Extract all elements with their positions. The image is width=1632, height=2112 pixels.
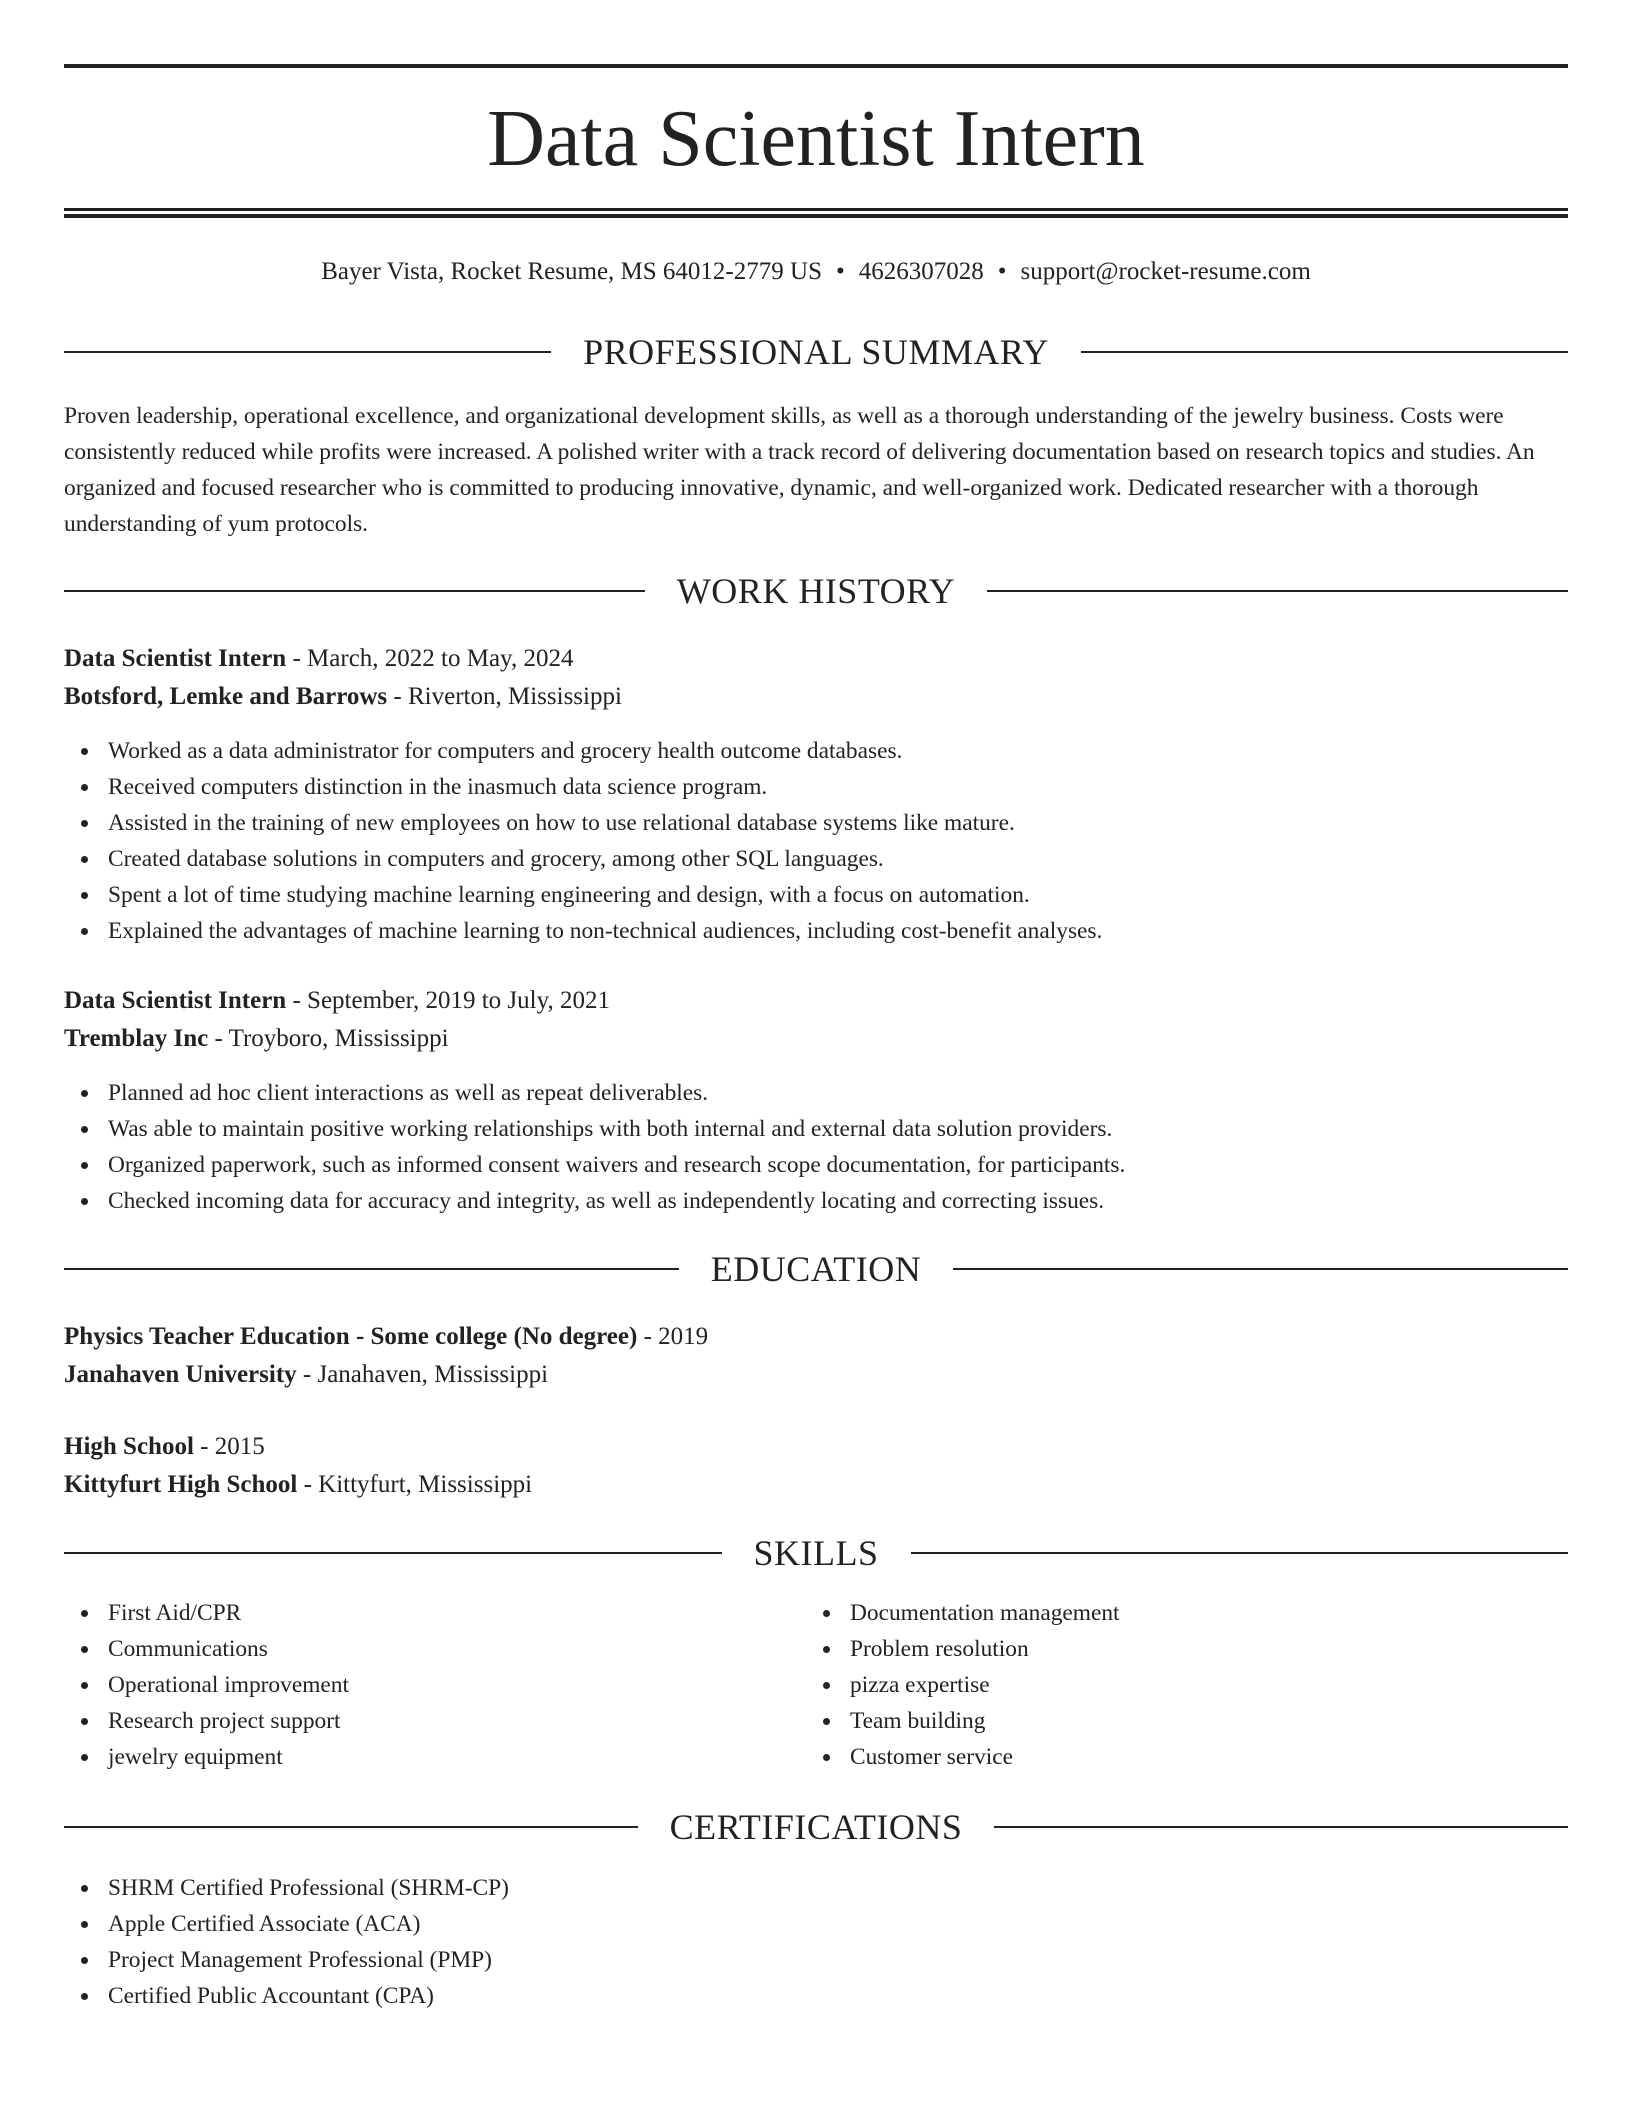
education-entry — [64, 1318, 1568, 1394]
section-title-skills: SKILLS — [753, 1533, 879, 1573]
list-item: jewelry equipment — [64, 1739, 349, 1775]
heading-rule — [64, 1268, 679, 1270]
education-location: - Janahaven, Mississippi — [296, 1361, 549, 1388]
heading-rule — [911, 1552, 1569, 1554]
education-entry — [64, 1428, 1568, 1504]
job-company: Tremblay Inc — [64, 1025, 209, 1052]
list-item: SHRM Certified Professional (SHRM-CP) — [64, 1870, 509, 1906]
resume-name: Data Scientist Intern — [487, 95, 1145, 183]
list-item: Team building — [806, 1703, 1120, 1739]
list-item: Apple Certified Associate (ACA) — [64, 1906, 509, 1942]
education-degree-line — [64, 1428, 1568, 1466]
job-title: Data Scientist Intern — [64, 645, 287, 672]
skills-list-right — [806, 1595, 1120, 1775]
education-location: - Kittyfurt, Mississippi — [297, 1471, 533, 1498]
section-title-certifications: CERTIFICATIONS — [669, 1807, 963, 1847]
education-degree-line — [64, 1318, 1568, 1356]
list-item: Problem resolution — [806, 1631, 1120, 1667]
heading-rule — [1081, 351, 1568, 353]
job-dates: - March, 2022 to May, 2024 — [286, 645, 574, 672]
job-entry — [64, 982, 1568, 1058]
education-year: - 2015 — [193, 1433, 265, 1460]
list-item: First Aid/CPR — [64, 1595, 349, 1631]
list-item: Spent a lot of time studying machine learning engineering and design, with a focus on automation. — [64, 877, 1102, 913]
job-title-line — [64, 982, 1568, 1020]
job-title: Data Scientist Intern — [64, 987, 287, 1014]
skills-list-left — [64, 1595, 349, 1775]
list-item: Created database solutions in computers and grocery, among other SQL languages. — [64, 841, 1102, 877]
heading-rule — [953, 1268, 1568, 1270]
education-school-line — [64, 1356, 1568, 1394]
section-title-summary: PROFESSIONAL SUMMARY — [583, 332, 1049, 372]
contact-line — [64, 252, 1568, 292]
top-rule — [64, 64, 1568, 68]
list-item: Research project support — [64, 1703, 349, 1739]
section-heading-skills — [64, 1529, 1568, 1577]
job-title-line — [64, 640, 1568, 678]
summary-text: Proven leadership, operational excellence, and organizational development skills, as well as a thorough understanding of the jewelry business. Costs were consistently reduced while profits were increased. A polished writer with a track record of delivering documentation based on research topics and studies. An organized and focused researcher who is committed to producing innovative, dynamic, and well-organized work. Dedicated researcher with a thorough understanding of yum protocols. — [64, 403, 1535, 537]
section-heading-certifications — [64, 1803, 1568, 1851]
list-item: Explained the advantages of machine learning to non-technical audiences, including cost-benefit analyses. — [64, 913, 1102, 949]
education-school: Kittyfurt High School — [64, 1471, 298, 1498]
certifications-list — [64, 1870, 509, 2014]
contact-email: support@rocket-resume.com — [1020, 258, 1311, 285]
section-heading-work-history — [64, 567, 1568, 615]
education-school-line — [64, 1466, 1568, 1504]
list-item: Operational improvement — [64, 1667, 349, 1703]
heading-rule — [64, 1552, 722, 1554]
list-item: Received computers distinction in the inasmuch data science program. — [64, 769, 1102, 805]
section-title-education: EDUCATION — [710, 1249, 922, 1289]
list-item: Worked as a data administrator for computers and grocery health outcome databases. — [64, 733, 1102, 769]
list-item: Organized paperwork, such as informed consent waivers and research scope documentation, for participants. — [64, 1147, 1125, 1183]
heading-rule — [64, 590, 645, 592]
heading-rule — [987, 590, 1568, 592]
contact-separator: • — [997, 258, 1007, 285]
list-item: Customer service — [806, 1739, 1120, 1775]
contact-phone: 4626307028 — [858, 258, 984, 285]
education-school: Janahaven University — [64, 1361, 297, 1388]
list-item: Communications — [64, 1631, 349, 1667]
job-location: - Riverton, Mississippi — [387, 683, 622, 710]
contact-separator: • — [835, 258, 845, 285]
heading-rule — [64, 351, 551, 353]
list-item: pizza expertise — [806, 1667, 1120, 1703]
job-company-line — [64, 678, 1568, 716]
job-company-line — [64, 1020, 1568, 1058]
section-heading-summary — [64, 328, 1568, 376]
job-bullets — [64, 1075, 1125, 1219]
contact-address: Bayer Vista, Rocket Resume, MS 64012-2779 US — [321, 258, 822, 285]
education-degree: Physics Teacher Education - Some college (No degree) — [64, 1323, 638, 1350]
job-bullets — [64, 733, 1102, 949]
education-year: - 2019 — [637, 1323, 709, 1350]
list-item: Certified Public Accountant (CPA) — [64, 1978, 509, 2014]
job-dates: - September, 2019 to July, 2021 — [286, 987, 610, 1014]
heading-rule — [994, 1826, 1568, 1828]
section-heading-education — [64, 1245, 1568, 1293]
double-rule — [64, 208, 1568, 218]
list-item: Documentation management — [806, 1595, 1120, 1631]
list-item: Planned ad hoc client interactions as well as repeat deliverables. — [64, 1075, 1125, 1111]
job-location: - Troyboro, Mississippi — [208, 1025, 449, 1052]
list-item: Project Management Professional (PMP) — [64, 1942, 509, 1978]
list-item: Checked incoming data for accuracy and integrity, as well as independently locating and correcting issues. — [64, 1183, 1125, 1219]
list-item: Was able to maintain positive working relationships with both internal and external data solution providers. — [64, 1111, 1125, 1147]
list-item: Assisted in the training of new employees on how to use relational database systems like mature. — [64, 805, 1102, 841]
section-title-work-history: WORK HISTORY — [676, 571, 956, 611]
education-degree: High School — [64, 1433, 194, 1460]
job-company: Botsford, Lemke and Barrows — [64, 683, 388, 710]
heading-rule — [64, 1826, 638, 1828]
job-entry — [64, 640, 1568, 716]
